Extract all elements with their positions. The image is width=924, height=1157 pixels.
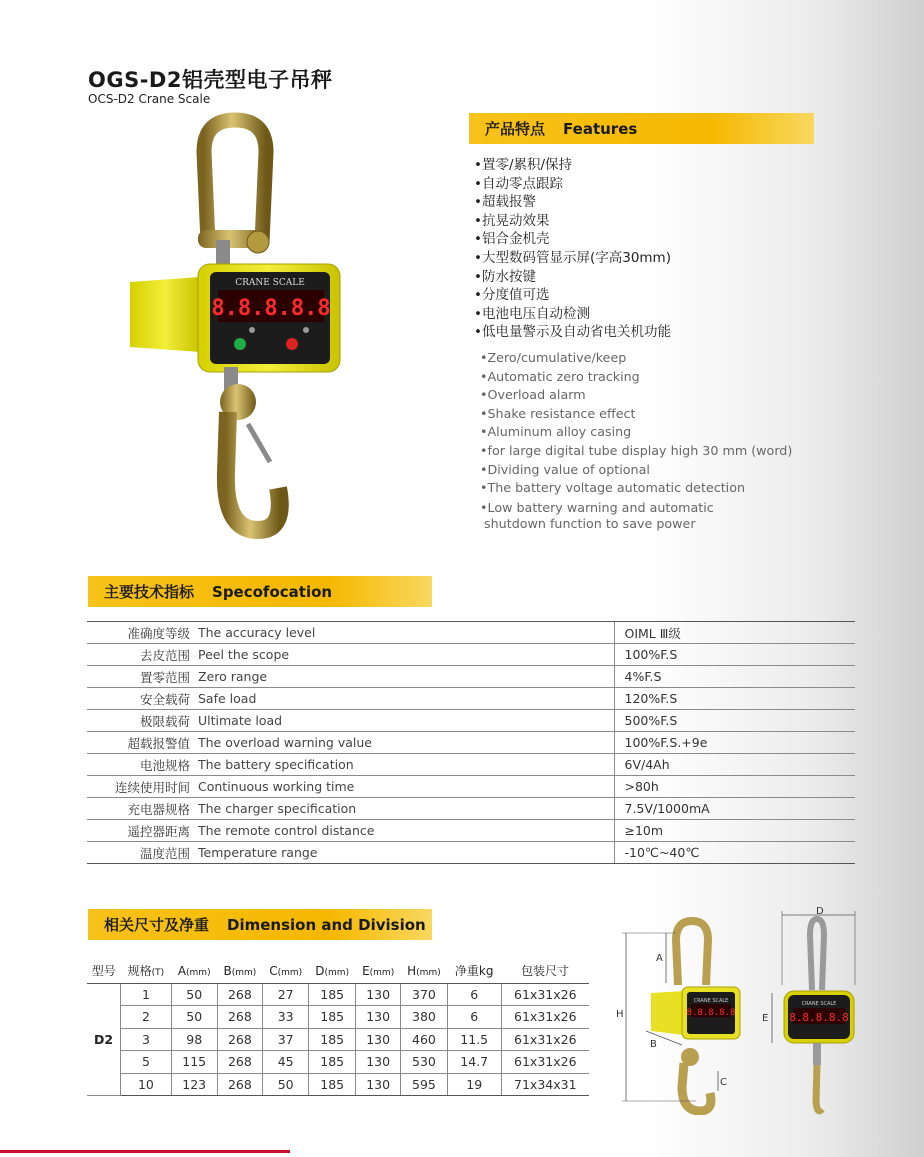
feature-item-zh: •防水按键: [474, 268, 536, 285]
feature-item-en: •for large digital tube display high 30 mm (word): [480, 442, 793, 458]
spec-row: [87, 666, 855, 688]
dimension-banner: [88, 909, 432, 940]
spec-label-en: Temperature range: [194, 842, 614, 864]
dimension-header-unit: (mm): [369, 967, 395, 978]
feature-item-zh: •大型数码管显示屏(字高30mm): [474, 249, 671, 266]
dimension-cell: 130: [356, 1073, 401, 1096]
dimension-cell: 185: [309, 1073, 356, 1096]
spec-label-en: Continuous working time: [194, 776, 614, 798]
spec-table: [87, 621, 855, 864]
display-digits: 8.8.8.8.8: [211, 296, 331, 321]
dimension-cell: 61x31x26: [501, 1006, 589, 1029]
dimension-cell: 6: [447, 1006, 501, 1029]
dimension-header-label: H: [407, 963, 417, 978]
dimension-cell: 5: [120, 1051, 171, 1074]
dimension-header-unit: (mm): [416, 967, 441, 978]
dimension-row: [87, 1051, 589, 1074]
spec-label-en: The accuracy level: [194, 622, 614, 644]
dimension-header-unit: (T): [151, 968, 165, 979]
spec-row: [87, 820, 855, 842]
spec-row: [87, 798, 855, 820]
front-display-digits: 8.8.8.8.8: [789, 1011, 849, 1024]
dimension-cell: 530: [401, 1051, 448, 1074]
dimension-header-label: E: [362, 963, 370, 978]
dimension-cell: 130: [356, 1006, 401, 1029]
dimension-header-cell: [501, 959, 589, 983]
dimension-cell: 185: [309, 1051, 356, 1074]
spec-label-zh: 电池规格: [87, 754, 194, 776]
dimension-header-unit: (mm): [231, 967, 257, 978]
dimension-cell: 185: [309, 983, 356, 1006]
feature-item-en: •Shake resistance effect: [480, 405, 636, 421]
dimension-row: [87, 1006, 589, 1029]
dimension-cell: 130: [356, 983, 401, 1006]
dimension-cell: 3: [120, 1028, 171, 1051]
dimension-cell: 14.7: [447, 1051, 501, 1074]
dimension-banner-en: Dimension and Division: [227, 915, 426, 934]
spec-banner-zh: 主要技术指标: [104, 583, 195, 601]
spec-value: >80h: [614, 776, 855, 798]
dimension-diagram-side: [606, 915, 756, 1115]
dimension-header-label: D: [315, 963, 325, 978]
dimension-header-cell: [447, 959, 501, 983]
dimension-header-cell: [263, 959, 309, 983]
dimension-cell: 115: [171, 1051, 217, 1074]
features-banner-zh: 产品特点: [485, 120, 546, 138]
dimension-cell: 61x31x26: [501, 1028, 589, 1051]
dimension-header-cell: [356, 959, 401, 983]
spec-banner-en: Specofocation: [212, 582, 333, 601]
spec-label-zh: 充电器规格: [87, 798, 194, 820]
diagram-label-e: E: [762, 1013, 769, 1024]
features-banner-en: Features: [563, 119, 638, 138]
spec-label-zh: 安全载荷: [87, 688, 194, 710]
dimension-header-cell: [309, 959, 356, 983]
dimension-header-label: C: [269, 963, 278, 978]
spec-row: [87, 732, 855, 754]
spec-label-zh: 遥控器距离: [87, 820, 194, 842]
diagram-label-d: D: [816, 906, 824, 917]
diagram-label-b: B: [650, 1039, 657, 1050]
dimension-cell: 11.5: [447, 1028, 501, 1051]
spec-label-en: The overload warning value: [194, 732, 614, 754]
feature-item-zh: •铝合金机壳: [474, 231, 550, 248]
feature-item-en: •Low battery warning and automatic: [480, 499, 714, 515]
dimension-row: [87, 1073, 589, 1096]
feature-item-zh: •分度值可选: [474, 287, 550, 304]
spec-value: 500%F.S: [614, 710, 855, 732]
dimension-header-label: A: [177, 963, 187, 978]
spec-label-en: The charger specification: [194, 798, 614, 820]
spec-label-zh: 准确度等级: [87, 622, 194, 644]
dimension-cell: 130: [356, 1051, 401, 1074]
spec-value: -10℃~40℃: [614, 842, 855, 864]
spec-label-zh: 置零范围: [87, 666, 194, 688]
spec-value: 120%F.S: [614, 688, 855, 710]
dimension-cell: 61x31x26: [501, 1051, 589, 1074]
feature-item-en: •Dividing value of optional: [480, 461, 650, 477]
dimension-cell: 1: [120, 983, 171, 1006]
feature-item-en: •Overload alarm: [480, 387, 586, 403]
dimension-row: [87, 1028, 589, 1051]
spec-value: 4%F.S: [614, 666, 855, 688]
dimension-cell: 27: [263, 983, 309, 1006]
feature-item-en: •Zero/cumulative/keep: [480, 350, 627, 365]
dimension-model-cell: D2: [87, 983, 120, 1096]
spec-row: [87, 644, 855, 666]
dimension-header-cell: [171, 959, 217, 983]
diagram-label-a: A: [656, 953, 663, 964]
dimension-header-label: 型号: [91, 964, 116, 979]
spec-label-en: Peel the scope: [194, 644, 614, 666]
dimension-cell: 50: [171, 983, 217, 1006]
spec-label-zh: 温度范围: [87, 842, 194, 864]
spec-label-en: Zero range: [194, 666, 614, 688]
dimension-cell: 2: [120, 1006, 171, 1029]
feature-item-en: •The battery voltage automatic detection: [480, 480, 746, 496]
feature-item-en: •Aluminum alloy casing: [480, 424, 632, 440]
dimension-cell: 130: [356, 1028, 401, 1051]
dimension-cell: 185: [309, 1006, 356, 1029]
dimension-cell: 50: [171, 1006, 217, 1029]
dimension-cell: 370: [401, 983, 448, 1006]
feature-item-zh: •自动零点跟踪: [474, 175, 563, 192]
spec-value: 100%F.S: [614, 644, 855, 666]
dimension-header-unit: (mm): [186, 967, 211, 978]
dimension-diagram-front: [760, 905, 870, 1120]
dimension-header-cell: [217, 959, 263, 983]
dimension-cell: 6: [447, 983, 501, 1006]
dimension-cell: 37: [263, 1028, 309, 1051]
dimension-cell: 268: [217, 983, 263, 1006]
dimension-header-label: 规格: [127, 964, 152, 979]
spec-value: 6V/4Ah: [614, 754, 855, 776]
dimension-header-unit: (mm): [324, 967, 350, 978]
spec-row: [87, 622, 855, 644]
spec-row: [87, 842, 855, 864]
dimension-cell: 268: [217, 1006, 263, 1029]
footer-accent-line: [0, 1150, 290, 1153]
side-display-label: CRANE SCALE: [693, 998, 729, 1004]
crane-scale-product-image: [120, 112, 350, 542]
feature-item-en: shutdown function to save power: [480, 515, 696, 531]
dimension-header-label: B: [223, 963, 232, 978]
dimension-cell: 45: [263, 1051, 309, 1074]
spec-row: [87, 776, 855, 798]
feature-item-zh: •置零/累积/保持: [474, 157, 573, 173]
dimension-cell: 19: [447, 1073, 501, 1096]
spec-label-en: The remote control distance: [194, 820, 614, 842]
side-display-digits: 8.8.8.8.8: [686, 1008, 736, 1018]
front-display-label: CRANE SCALE: [801, 1001, 837, 1007]
spec-label-zh: 连续使用时间: [87, 776, 194, 798]
dimension-cell: 123: [171, 1073, 217, 1096]
page-title: OGS-D2铝壳型电子吊秤: [88, 68, 333, 92]
spec-row: [87, 710, 855, 732]
features-list-en: [480, 349, 792, 532]
spec-value: ≥10m: [614, 820, 855, 842]
dimension-cell: 268: [217, 1073, 263, 1096]
spec-label-en: Ultimate load: [194, 710, 614, 732]
page-subtitle: OCS-D2 Crane Scale: [88, 92, 211, 106]
dimension-cell: 268: [217, 1051, 263, 1074]
spec-value: 100%F.S.+9e: [614, 732, 855, 754]
dimension-banner-zh: 相关尺寸及净重: [104, 916, 210, 934]
feature-item-en: •Automatic zero tracking: [480, 368, 640, 384]
dimension-row: [87, 983, 589, 1006]
spec-row: [87, 754, 855, 776]
spec-label-en: Safe load: [194, 688, 614, 710]
spec-row: [87, 688, 855, 710]
dimension-cell: 268: [217, 1028, 263, 1051]
features-banner: [469, 113, 814, 144]
spec-value: OIML Ⅲ级: [614, 622, 855, 644]
spec-banner: [88, 576, 432, 607]
feature-item-zh: •抗晃动效果: [474, 212, 550, 229]
dimension-header-unit: (mm): [277, 967, 303, 978]
dimension-cell: 61x31x26: [501, 983, 589, 1006]
spec-label-zh: 去皮范围: [87, 644, 194, 666]
dimension-cell: 185: [309, 1028, 356, 1051]
display-brand-label: CRANE SCALE: [235, 278, 305, 288]
spec-label-zh: 超载报警值: [87, 732, 194, 754]
dimension-cell: 10: [120, 1073, 171, 1096]
features-list-zh: [474, 156, 671, 342]
dimension-table: [87, 959, 589, 1096]
feature-item-zh: •超载报警: [474, 194, 536, 211]
dimension-header-cell: [120, 959, 171, 983]
spec-value: 7.5V/1000mA: [614, 798, 855, 820]
dimension-cell: 595: [401, 1073, 448, 1096]
dimension-cell: 98: [171, 1028, 217, 1051]
dimension-header-label: 净重kg: [454, 964, 494, 979]
feature-item-zh: •低电量警示及自动省电关机功能: [474, 324, 671, 341]
spec-label-en: The battery specification: [194, 754, 614, 776]
spec-label-zh: 极限载荷: [87, 710, 194, 732]
dimension-header-cell: [87, 959, 120, 983]
dimension-cell: 460: [401, 1028, 448, 1051]
dimension-header-cell: [401, 959, 448, 983]
dimension-cell: 33: [263, 1006, 309, 1029]
dimension-cell: 380: [401, 1006, 448, 1029]
dimension-cell: 50: [263, 1073, 309, 1096]
feature-item-zh: •电池电压自动检测: [474, 305, 590, 322]
dimension-header-label: 包装尺寸: [521, 964, 570, 979]
dimension-cell: 71x34x31: [501, 1073, 589, 1096]
diagram-label-h: H: [616, 1009, 624, 1020]
diagram-label-c: C: [720, 1077, 727, 1088]
